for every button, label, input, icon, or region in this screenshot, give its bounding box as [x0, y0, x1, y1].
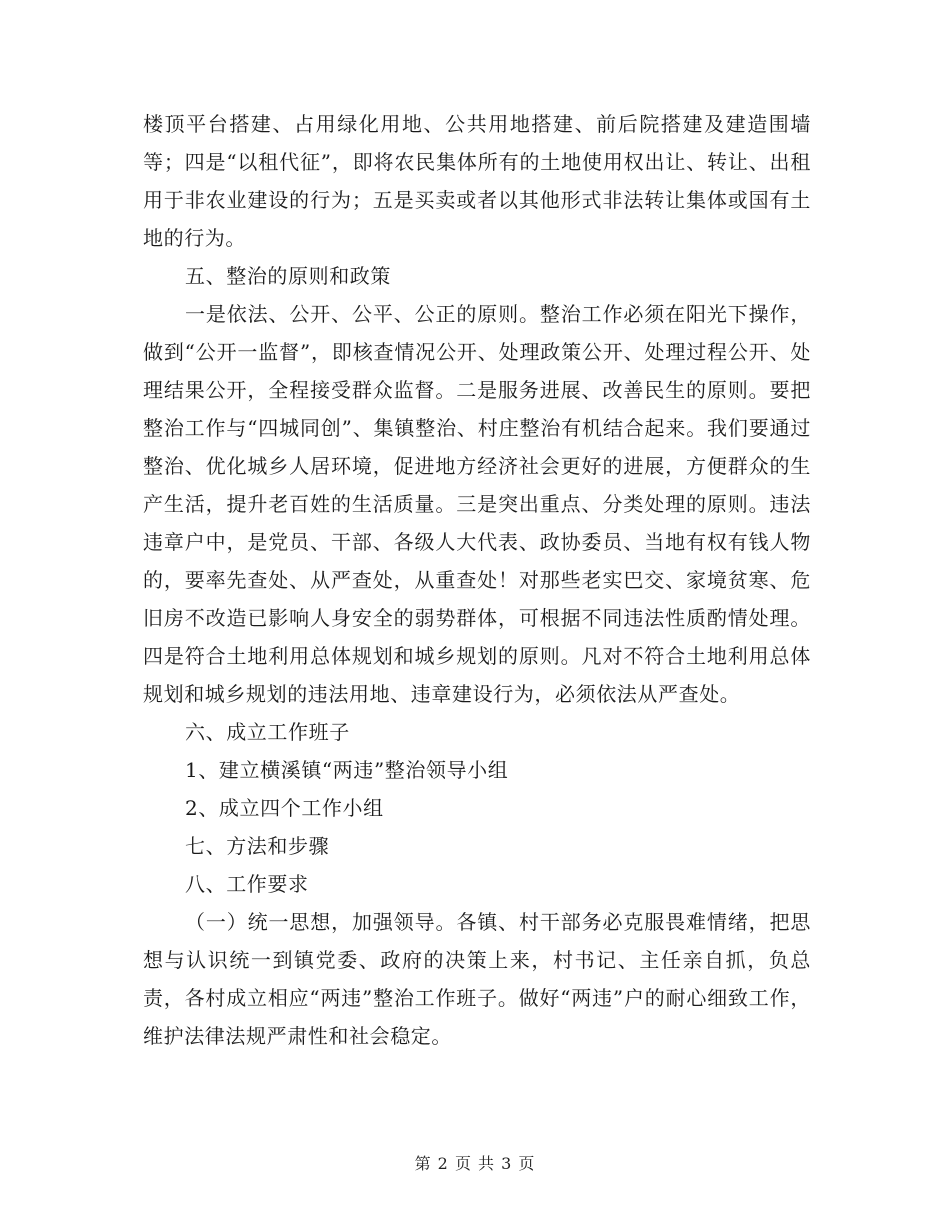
page-number-footer: 第 2 页 共 3 页	[414, 1154, 536, 1173]
subheading-6-1: 1、建立横溪镇“两违”整治领导小组	[185, 758, 509, 782]
section-heading-7: 七、方法和步骤	[185, 834, 330, 858]
paragraph-requirements: （一）统一思想，加强领导。各镇、村干部务必克服畏难情绪，把思想与认识统一到镇党委、政府的决策上来，村书记、主任亲自抓，负总责，各村成立相应“两违”整治工作班子。做好“两违”户的耐心细致工作，维护法律法规严肃性和社会稳定。	[143, 910, 811, 1048]
paragraph-principles: 一是依法、公开、公平、公正的原则。整治工作必须在阳光下操作，做到“公开一监督”，即核查情况公开、处理政策公开、处理过程公开、处理结果公开，全程接受群众监督。二是服务进展、改善民生的原则。要把整治工作与“四城同创”、集镇整治、村庄整治有机结合起来。我们要通过整治、优化城乡人居环境，促进地方经济社会更好的进展，方便群众的生产生活，提升老百姓的生活质量。三是突出重点、分类处理的原则。违法违章户中，是党员、干部、各级人大代表、政协委员、当地有权有钱人物的，要率先查处、从严查处，从重查处！对那些老实巴交、家境贫寒、危旧房不改造已影响人身安全的弱势群体，可根据不同违法性质酌情处理。四是符合土地利用总体规划和城乡规划的原则。凡对不符合土地利用总体规划和城乡规划的违法用地、违章建设行为，必须依法从严查处。	[143, 302, 811, 706]
section-heading-8: 八、工作要求	[185, 872, 309, 896]
section-heading-5: 五、整治的原则和政策	[185, 264, 391, 288]
document-body	[143, 105, 811, 1055]
paragraph-continuation: 楼顶平台搭建、占用绿化用地、公共用地搭建、前后院搭建及建造围墙等；四是“以租代征”，即将农民集体所有的土地使用权出让、转让、出租用于非农业建设的行为；五是买卖或者以其他形式非法转让集体或国有土地的行为。	[143, 112, 811, 250]
subheading-6-2: 2、成立四个工作小组	[185, 796, 384, 820]
section-heading-6: 六、成立工作班子	[185, 720, 350, 744]
